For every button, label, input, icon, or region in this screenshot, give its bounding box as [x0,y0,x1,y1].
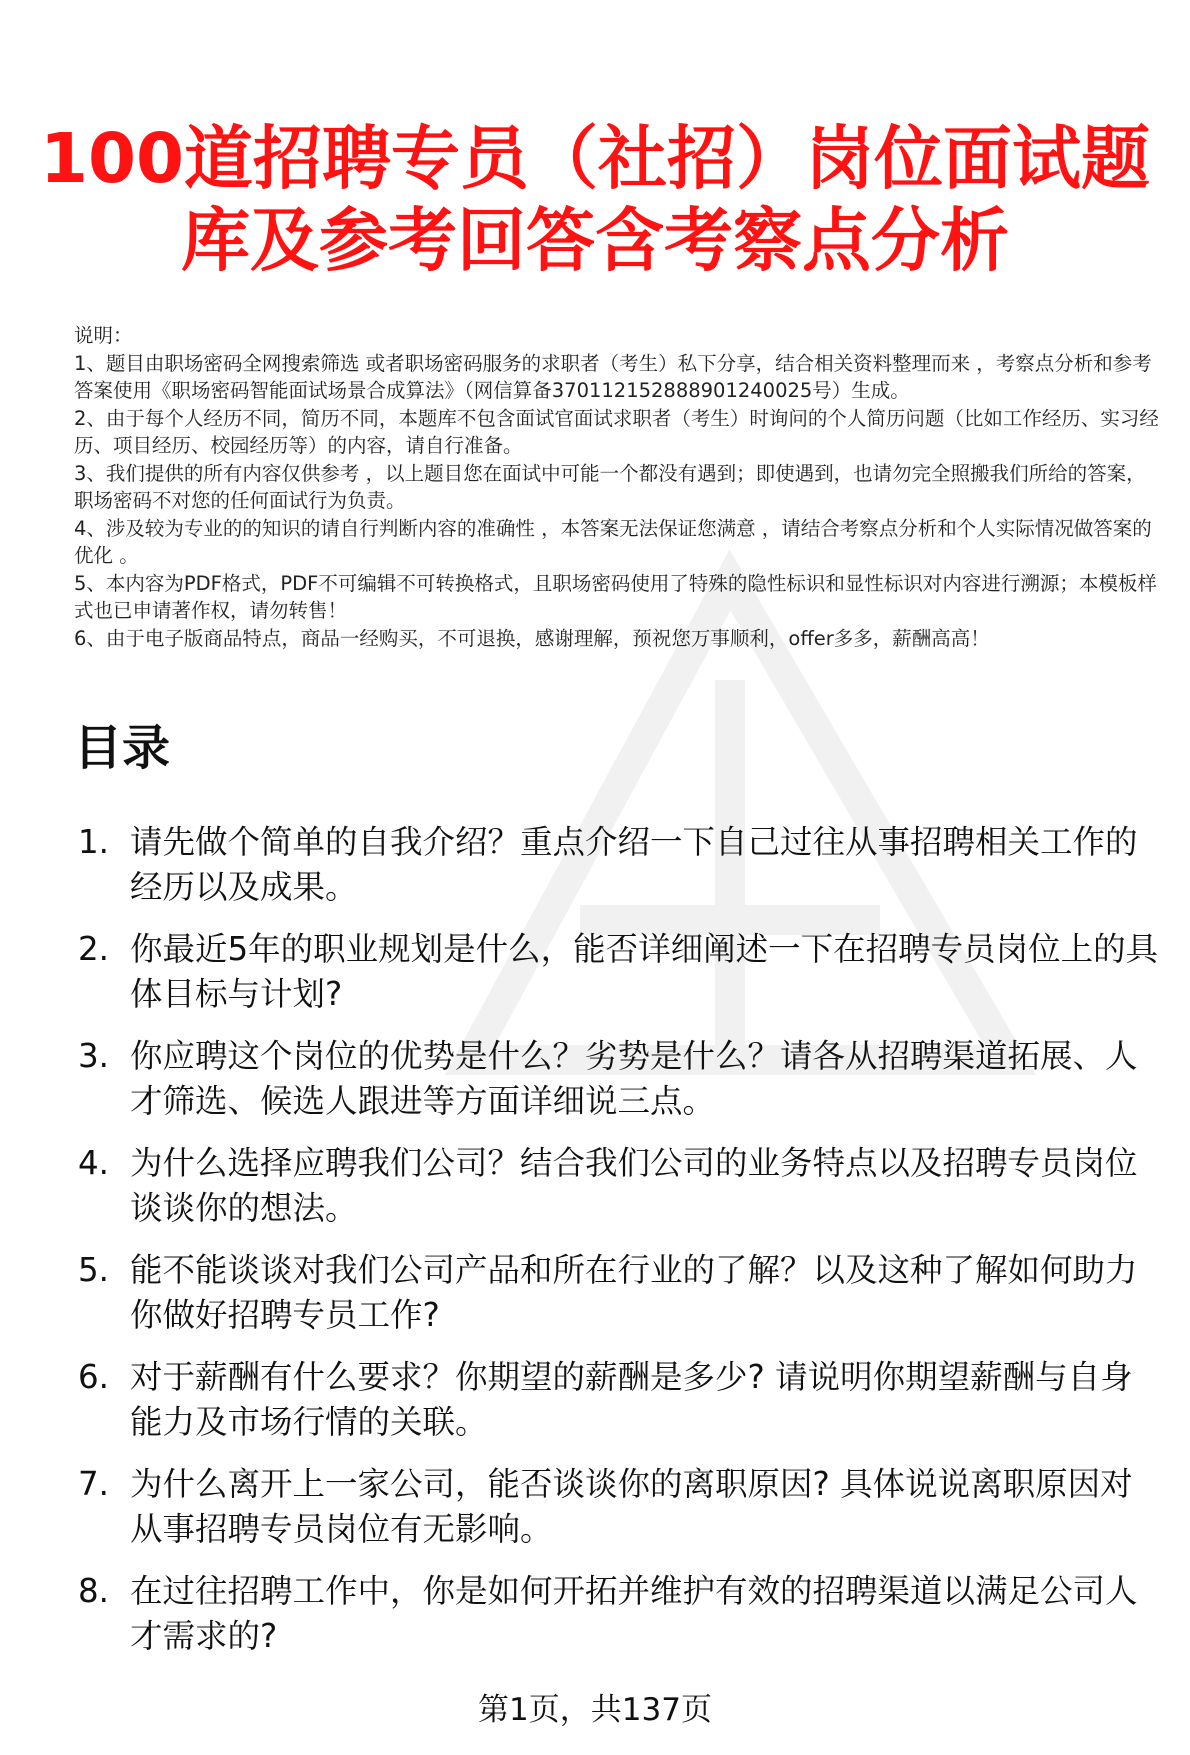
instruction-item: 2、由于每个人经历不同，简历不同，本题库不包含面试官面试求职者（考生）时询问的个人简历问题（比如工作经历、实习经历、项目经历、校园经历等）的内容，请自行准备。 [74,406,1159,457]
instruction-item: 1、题目由职场密码全网搜索筛选 或者职场密码服务的求职者（考生）私下分享，结合相关资料整理而来 ，考察点分析和参考答案使用《职场密码智能面试场景合成算法》（网信算备370112152888901240025号）生成。 [74,351,1152,402]
instructions-block [74,322,1160,652]
toc-item[interactable] [74,1569,1164,1659]
toc-item[interactable] [74,1034,1164,1124]
toc-item-number: 8. [78,1572,110,1610]
toc-item-number: 2. [78,930,110,968]
toc-item[interactable] [74,1462,1164,1552]
toc-item-number: 4. [78,1144,110,1182]
toc-item-number: 1. [78,823,110,861]
toc-list [74,820,1164,1676]
document-title [0,118,1190,282]
toc-item[interactable] [74,1248,1164,1338]
toc-item-number: 5. [78,1251,110,1289]
toc-item-text: 请先做个简单的自我介绍？重点介绍一下自己过往从事招聘相关工作的经历以及成果。 [130,823,1138,906]
toc-item[interactable] [74,1355,1164,1445]
toc-item[interactable] [74,820,1164,910]
instructions-heading: 说明： [74,324,133,347]
toc-item-text: 对于薪酬有什么要求？你期望的薪酬是多少? 请说明你期望薪酬与自身能力及市场行情的关联。 [130,1358,1133,1441]
instruction-item: 5、本内容为PDF格式，PDF不可编辑不可转换格式，且职场密码使用了特殊的隐性标识和显性标识对内容进行溯源；本模板样式也已申请著作权，请勿转售！ [74,571,1157,622]
toc-item[interactable] [74,927,1164,1017]
instruction-item: 3、我们提供的所有内容仅供参考 ，以上题目您在面试中可能一个都没有遇到；即使遇到，也请勿完全照搬我们所给的答案，职场密码不对您的任何面试行为负责。 [74,461,1146,512]
toc-item-text: 在过往招聘工作中，你是如何开拓并维护有效的招聘渠道以满足公司人才需求的? [130,1572,1138,1655]
toc-item-text: 为什么选择应聘我们公司？结合我们公司的业务特点以及招聘专员岗位谈谈你的想法。 [130,1144,1138,1227]
instruction-item: 6、由于电子版商品特点，商品一经购买，不可退换，感谢理解，预祝您万事顺利，offer多多，薪酬高高！ [74,626,990,650]
title-line-2: 库及参考回答含考察点分析 [181,201,1009,281]
title-line-1: 100道招聘专员（社招）岗位面试题 [39,119,1151,199]
toc-item-text: 能不能谈谈对我们公司产品和所在行业的了解？以及这种了解如何助力你做好招聘专员工作? [130,1251,1138,1334]
toc-item-text: 为什么离开上一家公司，能否谈谈你的离职原因? 具体说说离职原因对从事招聘专员岗位有无影响。 [130,1465,1133,1548]
toc-item[interactable] [74,1141,1164,1231]
toc-item-number: 7. [78,1465,110,1503]
instruction-item: 4、涉及较为专业的的知识的请自行判断内容的准确性 ，本答案无法保证您满意 ，请结合考察点分析和个人实际情况做答案的优化 。 [74,516,1152,567]
toc-item-number: 3. [78,1037,110,1075]
toc-heading: 目录 [74,720,171,776]
toc-item-text: 你应聘这个岗位的优势是什么？劣势是什么？请各从招聘渠道拓展、人才筛选、候选人跟进等方面详细说三点。 [130,1037,1138,1120]
page-indicator: 第1页，共137页 [478,1692,712,1728]
toc-item-number: 6. [78,1358,110,1396]
toc-item-text: 你最近5年的职业规划是什么，能否详细阐述一下在招聘专员岗位上的具体目标与计划? [130,930,1159,1013]
